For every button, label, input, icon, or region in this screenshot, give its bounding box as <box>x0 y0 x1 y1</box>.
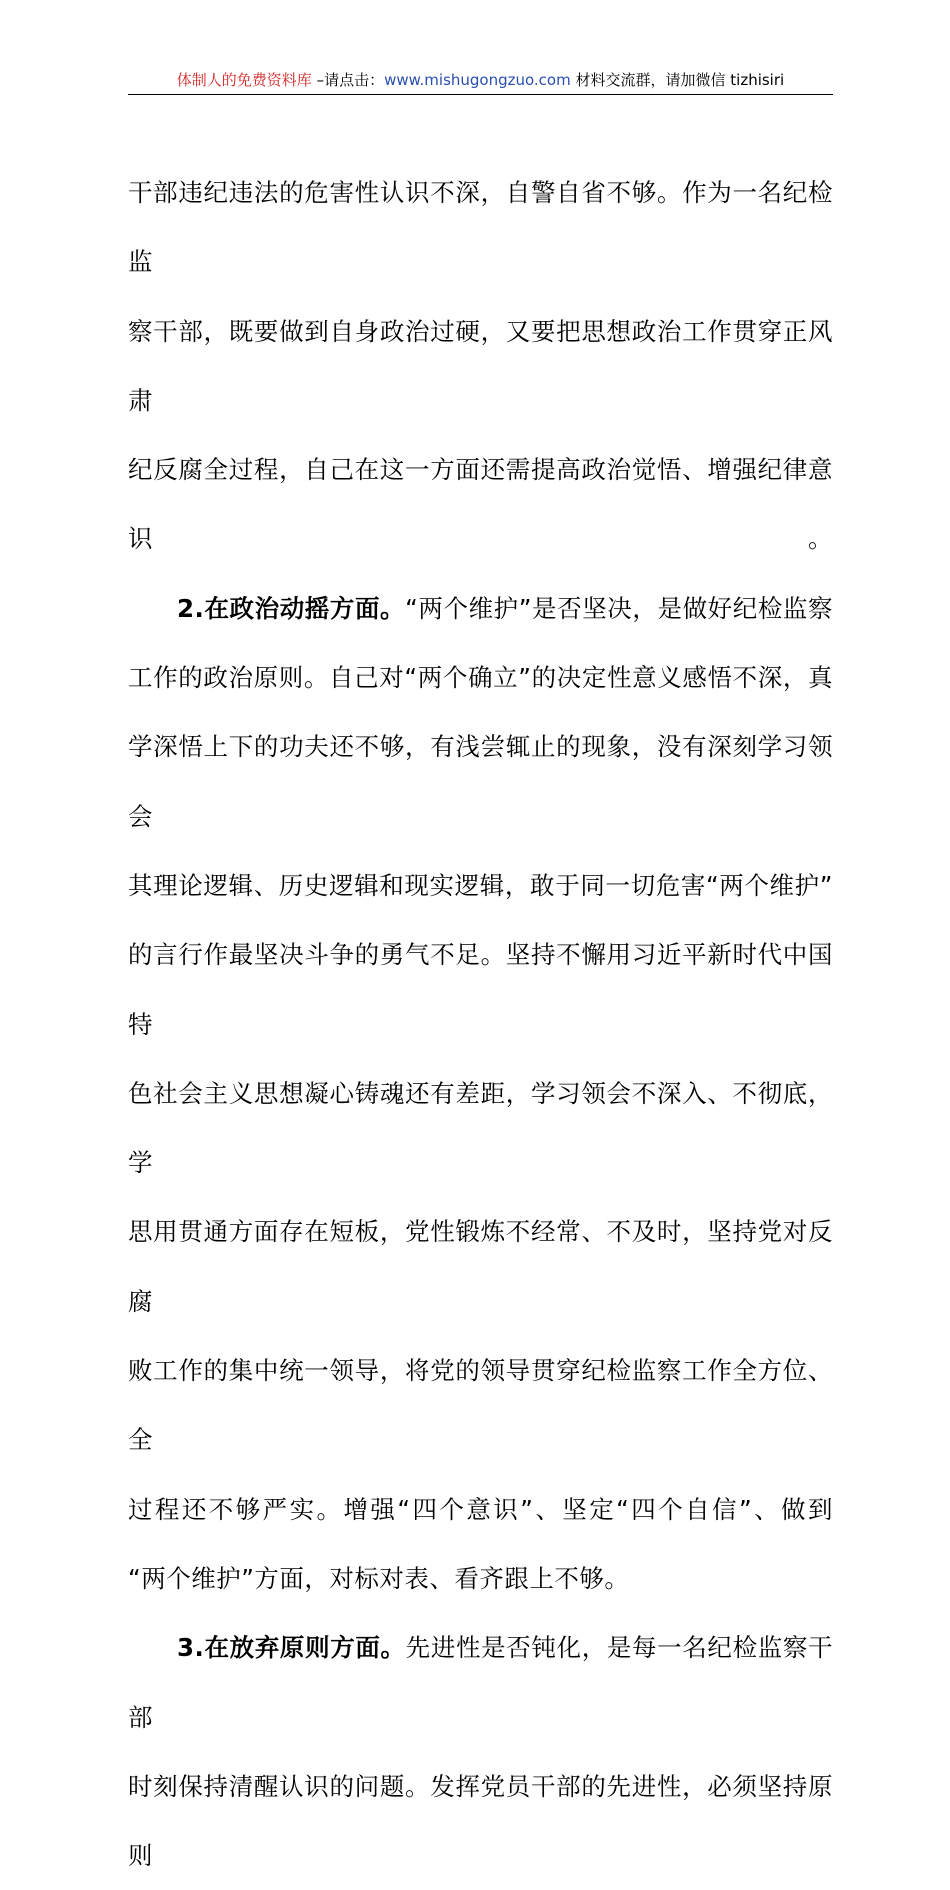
section-2-heading: 2.在政治动摇方面。 <box>177 593 406 623</box>
text-line: 败工作的集中统一领导，将党的领导贯穿纪检监察工作全方位、全 <box>128 1356 833 1455</box>
section-heading-line <box>128 1613 833 1752</box>
section-heading-line <box>128 574 833 643</box>
header-url-link[interactable]: www.mishugongzuo.com <box>384 71 571 89</box>
section-3-text: 先进性是否钝化，是每一名纪检监察干部 <box>128 1633 834 1732</box>
text-line: “两个维护”方面，对标对表、看齐跟上不够。 <box>128 1563 630 1593</box>
text-line: 时刻保持清醒认识的问题。发挥党员干部的先进性，必须坚持原则 <box>128 1771 833 1871</box>
header-prompt: –请点击： <box>311 71 385 89</box>
text-line: 色社会主义思想凝心铸魂还有差距，学习领会不深入、不彻底，学 <box>128 1078 833 1178</box>
text-line: 学深悟上下的功夫还不够，有浅尝辄止的现象，没有深刻学习领会 <box>128 732 833 831</box>
page-header <box>128 68 833 95</box>
text-line: 过程还不够严实。增强“四个意识”、坚定“四个自信”、做到 <box>128 1494 833 1524</box>
text-line: 察干部，既要做到自身政治过硬，又要把思想政治工作贯穿正风肃 <box>128 316 833 415</box>
section-2-text: “两个维护”是否坚决，是做好纪检监察 <box>405 593 833 623</box>
text-line: 思用贯通方面存在短板，党性锻炼不经常、不及时，坚持党对反腐 <box>128 1217 833 1316</box>
section-3-heading: 3.在放弃原则方面。 <box>177 1633 406 1663</box>
document-body <box>128 158 833 1890</box>
text-line: 纪反腐全过程，自己在这一方面还需提高政治觉悟、增强纪律意识。 <box>128 455 833 554</box>
text-line: 的言行作最坚决斗争的勇气不足。坚持不懈用习近平新时代中国特 <box>128 940 833 1039</box>
text-line: 其理论逻辑、历史逻辑和现实逻辑，敢于同一切危害“两个维护” <box>128 870 833 900</box>
text-line: 干部违纪违法的危害性认识不深，自警自省不够。作为一名纪检监 <box>128 178 833 277</box>
header-note: 材料交流群，请加微信 tizhisiri <box>570 71 785 89</box>
header-site-name: 体制人的免费资料库 <box>176 71 312 89</box>
text-line: 工作的政治原则。自己对“两个确立”的决定性意义感悟不深，真 <box>128 663 833 693</box>
